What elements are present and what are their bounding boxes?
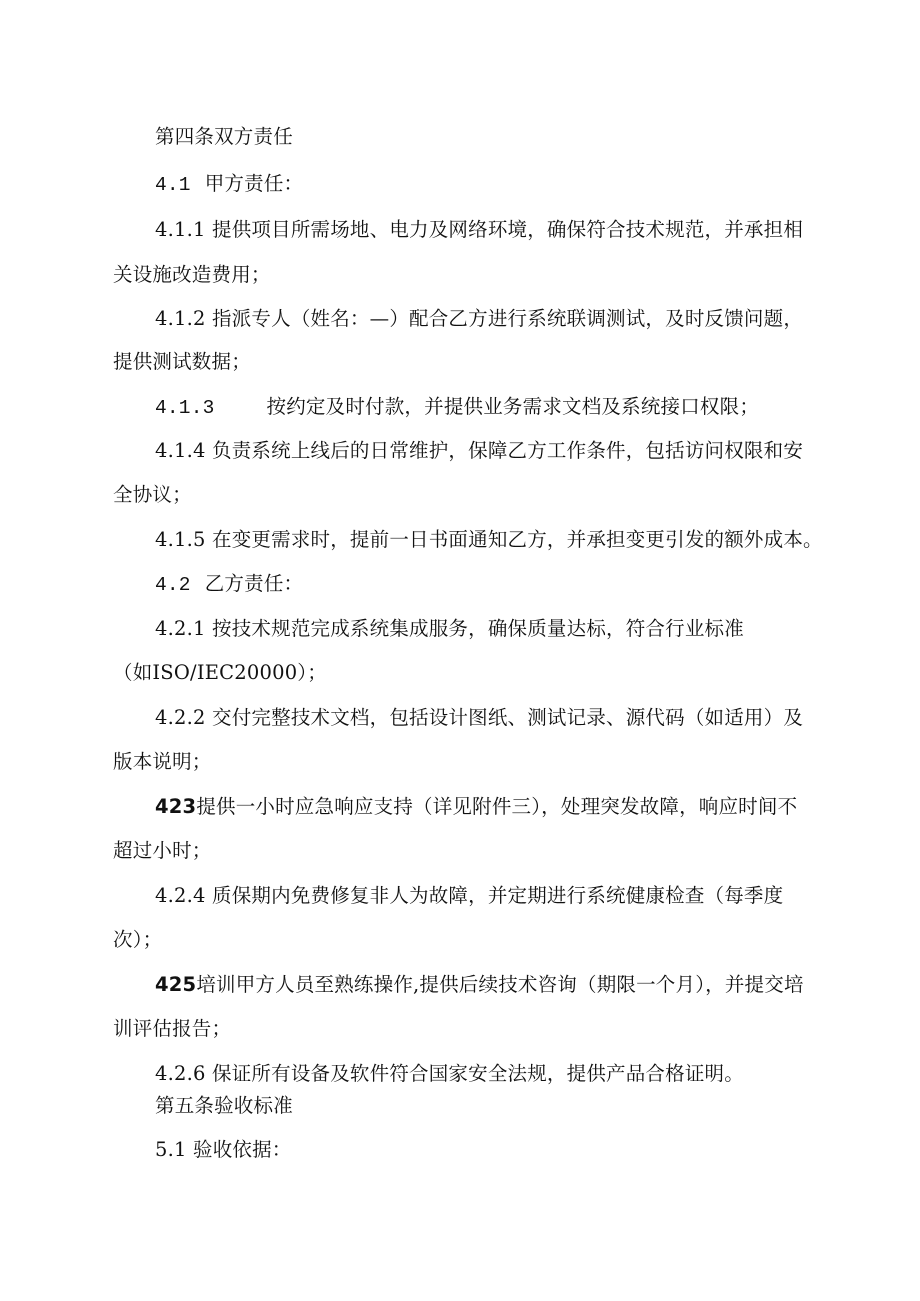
clause-4-1-2-line-2: 提供测试数据； [113,350,251,373]
article-4-heading: 第四条双方责任 [155,125,293,148]
clause-title: 甲方责任： [204,172,304,195]
clause-4-2-1-line-2: （如ISO/IEC20000）； [113,661,327,684]
clause-4-2-2-line-2: 版本说明； [113,750,212,773]
clause-4-1-4-line-1: 4.1.4 负责系统上线后的日常维护，保障乙方工作条件，包括访问权限和安 [155,439,804,462]
clause-4-1-4-line-2: 全协议； [113,483,192,506]
clause-number: 423 [155,795,197,818]
clause-number: 4.1 [155,174,191,196]
clause-text: 按约定及时付款，并提供业务需求文档及系统接口权限； [266,395,760,418]
clause-4-2-4-line-2: 次）； [113,928,163,951]
clause-number: 4.2 [155,574,191,596]
clause-4-2-6: 4.2.6 保证所有设备及软件符合国家安全法规，提供产品合格证明。 [155,1062,744,1085]
clause-4-2-heading [155,572,303,597]
clause-title: 乙方责任： [204,572,304,595]
article-5-heading: 第五条验收标准 [155,1094,293,1117]
clause-4-2-3-line-1 [155,795,797,819]
clause-4-1-2-line-1: 4.1.2 指派专人（姓名：—）配合乙方进行系统联调测试，及时反馈问题， [155,307,804,330]
clause-4-2-5-line-2: 训评估报告； [113,1017,232,1040]
clause-4-1-1-line-2: 关设施改造费用； [113,263,271,286]
clause-number: 4.1.3 [155,397,215,419]
clause-5-1-heading: 5.1 验收依据： [155,1138,292,1161]
clause-4-2-1-line-1: 4.2.1 按技术规范完成系统集成服务，确保质量达标，符合行业标准 [155,617,744,640]
clause-4-2-4-line-1: 4.2.4 质保期内免费修复非人为故障，并定期进行系统健康检查（每季度 [155,884,784,907]
clause-4-1-1-line-1: 4.1.1 提供项目所需场地、电力及网络环境，确保符合技术规范，并承担相 [155,218,804,241]
clause-number: 425 [155,973,197,996]
clause-4-1-5: 4.1.5 在变更需求时，提前一日书面通知乙方，并承担变更引发的额外成本。 [155,528,823,551]
clause-4-1-3 [155,395,759,420]
clause-text: 提供一小时应急响应支持（详见附件三），处理突发故障，响应时间不 [196,795,798,818]
clause-4-2-2-line-1: 4.2.2 交付完整技术文档，包括设计图纸、测试记录、源代码（如适用）及 [155,706,804,729]
clause-text: 培训甲方人员至熟练操作,提供后续技术咨询（期限一个月），并提交培 [196,973,804,996]
clause-4-2-5-line-1 [155,973,804,997]
clause-4-1-heading [155,172,303,197]
clause-4-2-3-line-2: 超过小时； [113,839,212,862]
